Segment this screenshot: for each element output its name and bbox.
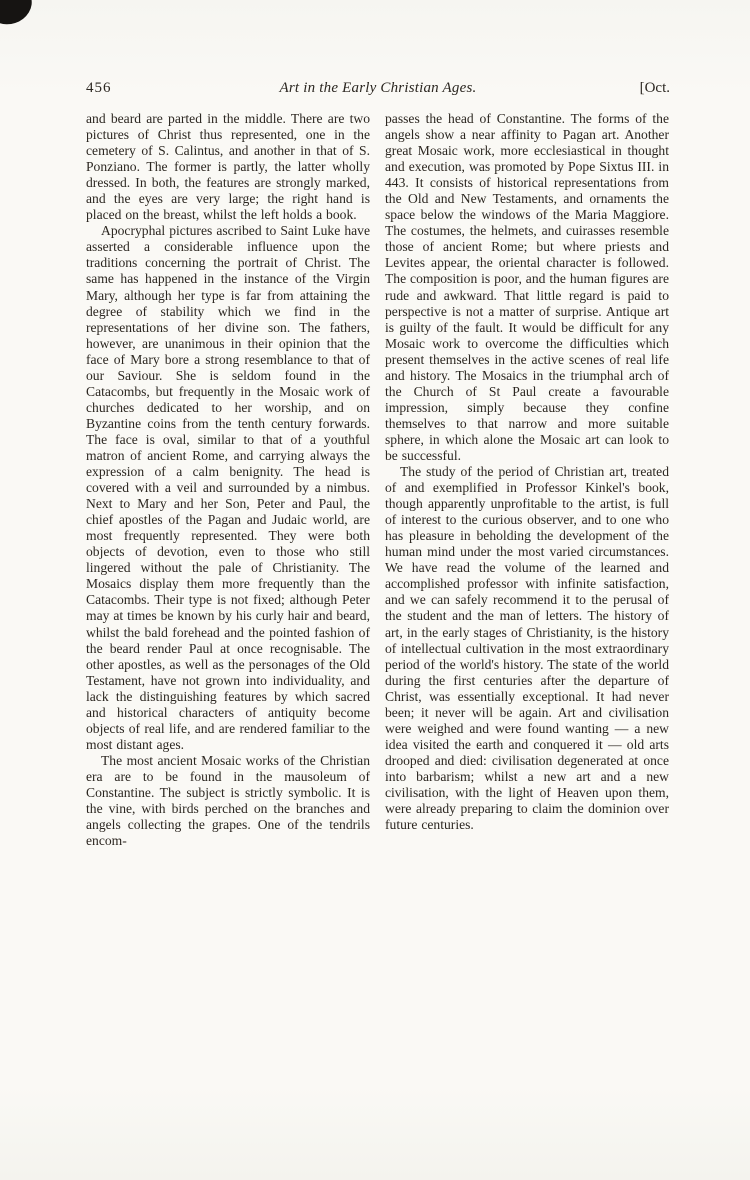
paragraph: The study of the period of Christian art, treated of and exemplified in Professor Kinkel's book, though apparently unprofitable to the artist, is full of interest to the curious observer, and to one who has pleasure in beholding the development of the human mind under the most varied circumstances. We have read the volume of the learned and accomplished professor with infinite satisfaction, and we can safely recommend it to the perusal of the student and the man of letters. The history of art, in the early stages of Christianity, is the history of intellectual cultivation in the most extraordinary period of the world's history. The state of the world during the first centuries after the departure of Christ, was essentially exceptional. It had never been; it never will be again. Art and civilisation were weighed and were found wanting — a new idea visited the earth and conquered it — old arts drooped and died: civilisation degenerated at once into barbarism; whilst a new art and a new civilisation, with the light of Heaven upon them, were already preparing to claim the dominion over future centuries. bbox=[385, 464, 669, 833]
page-number: 456 bbox=[86, 80, 112, 96]
paragraph: The most ancient Mosaic works of the Christian era are to be found in the mausoleum of Constantine. The subject is strictly symbolic. It is the vine, with birds perched on the branches and angels collecting the grapes. One of the tendrils encom- bbox=[86, 752, 370, 849]
paragraph-continuation: and beard are parted in the middle. There are two pictures of Christ thus represented, one in the cemetery of S. Calintus, and another in that of S. Ponziano. The former is partly, the latter wholly dressed. In both, the features are strongly marked, and the eyes are very large; the right hand is placed on the breast, whilst the left holds a book. bbox=[86, 111, 370, 223]
paragraph-continuation: passes the head of Constantine. The forms of the angels show a near affinity to Pagan art. Another great Mosaic work, more ecclesiastical in thought and execution, was promoted by Pope Sixtus III. in 443. It consists of historical representations from the Old and New Testaments, and ornaments the space below the windows of the Maria Maggiore. The costumes, the helmets, and cuirasses resemble those of ancient Rome; but where priests and Levites appear, the oriental character is followed. The composition is poor, and the human figures are rude and awkward. That little regard is paid to perspective is not a matter of surprise. Antique art is guilty of the fault. It would be difficult for any Mosaic work to overcome the difficulties which present themselves in the active scenes of real life and history. The Mosaics in the triumphal arch of the Church of St Paul create a favourable impression, simply because they confine themselves to that narrow and more suitable sphere, in which alone the Mosaic art can look to be successful. bbox=[385, 111, 669, 463]
paragraph: Apocryphal pictures ascribed to Saint Luke have asserted a considerable influence upon the traditions concerning the portrait of Christ. The same has happened in the instance of the Virgin Mary, although her type is far from attaining the degree of stability which we find in the representations of her divine son. The fathers, however, are unanimous in their opinion that the face of Mary bore a strong resemblance to that of our Saviour. She is seldom found in the Catacombs, but frequently in the Mosaic work of churches dedicated to her worship, and on Byzantine coins from the tenth century forwards. The face is oval, similar to that of a youthful matron of ancient Rome, and carrying always the expression of a calm benignity. The head is covered with a veil and surrounded by a nimbus. Next to Mary and her Son, Peter and Paul, the chief apostles of the Pagan and Judaic world, are most frequently represented. They were both objects of devotion, even to those who still lingered without the pale of Christianity. The Mosaics display them more frequently than the Catacombs. Their type is not fixed; although Peter may at times be known by his curly hair and beard, whilst the bald forehead and the pointed fashion of the beard render Paul at once recognisable. The other apostles, as well as the personages of the Old Testament, have not grown into individuality, and lack the distinguishing features by which sacred and historical characters of antiquity become objects of real life, and are rendered familiar to the most distant ages. bbox=[86, 223, 370, 752]
scan-smudge-artifact bbox=[0, 0, 37, 30]
issue-marker: [Oct. bbox=[639, 80, 670, 96]
right-column bbox=[385, 111, 669, 849]
page-header bbox=[86, 80, 670, 97]
text-columns bbox=[86, 111, 670, 849]
running-title: Art in the Early Christian Ages. bbox=[279, 80, 477, 96]
left-column bbox=[86, 111, 370, 849]
